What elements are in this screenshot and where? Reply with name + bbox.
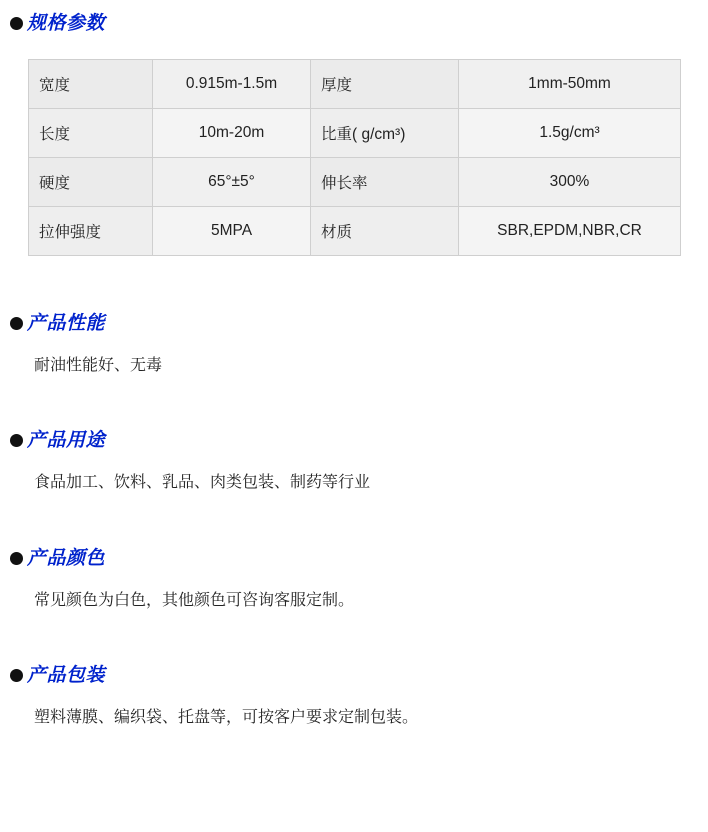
- spec-label: 长度: [29, 109, 153, 158]
- spec-value: 1.5g/cm³: [459, 109, 681, 158]
- section-title-color: 产品颜色: [27, 547, 106, 569]
- spec-value: 0.915m-1.5m: [153, 60, 311, 109]
- section-heading-packaging: [10, 666, 708, 685]
- spec-label: 硬度: [29, 158, 153, 207]
- bullet-icon: [10, 434, 23, 447]
- spec-value: 1mm-50mm: [459, 60, 681, 109]
- section-text-packaging: 塑料薄膜、编织袋、托盘等，可按客户要求定制包装。: [34, 709, 419, 727]
- section-heading-usage: [10, 431, 708, 450]
- spec-label: 材质: [311, 207, 459, 256]
- section-title-usage: 产品用途: [27, 430, 106, 452]
- bullet-icon: [10, 552, 23, 565]
- bullet-icon: [10, 17, 23, 30]
- section-heading-performance: [10, 314, 708, 333]
- section-heading-color: [10, 549, 708, 568]
- spec-label: 宽度: [29, 60, 153, 109]
- spec-table: [28, 59, 681, 256]
- section-title-performance: 产品性能: [27, 313, 106, 334]
- table-row: [29, 60, 681, 109]
- bullet-icon: [10, 317, 23, 330]
- table-row: [29, 207, 681, 256]
- table-row: [29, 109, 681, 158]
- section-title-packaging: 产品包装: [27, 665, 106, 687]
- spec-value: 65°±5°: [153, 158, 311, 207]
- spec-label: 伸长率: [311, 158, 459, 207]
- section-title-specs: 规格参数: [27, 13, 106, 34]
- spec-label: 拉伸强度: [29, 207, 153, 256]
- spec-value: 10m-20m: [153, 109, 311, 158]
- bullet-icon: [10, 669, 23, 682]
- spec-value: 5MPA: [153, 207, 311, 256]
- spec-value: SBR,EPDM,NBR,CR: [459, 207, 681, 256]
- section-heading-specs: [10, 14, 708, 33]
- section-text-performance: 耐油性能好、无毒: [34, 357, 163, 374]
- spec-table-wrapper: [28, 59, 680, 256]
- spec-label: 比重( g/cm³): [311, 109, 459, 158]
- section-text-usage: 食品加工、饮料、乳品、肉类包装、制药等行业: [34, 474, 371, 492]
- spec-label: 厚度: [311, 60, 459, 109]
- table-row: [29, 158, 681, 207]
- spec-value: 300%: [459, 158, 681, 207]
- section-text-color: 常见颜色为白色，其他颜色可咨询客服定制。: [34, 591, 355, 609]
